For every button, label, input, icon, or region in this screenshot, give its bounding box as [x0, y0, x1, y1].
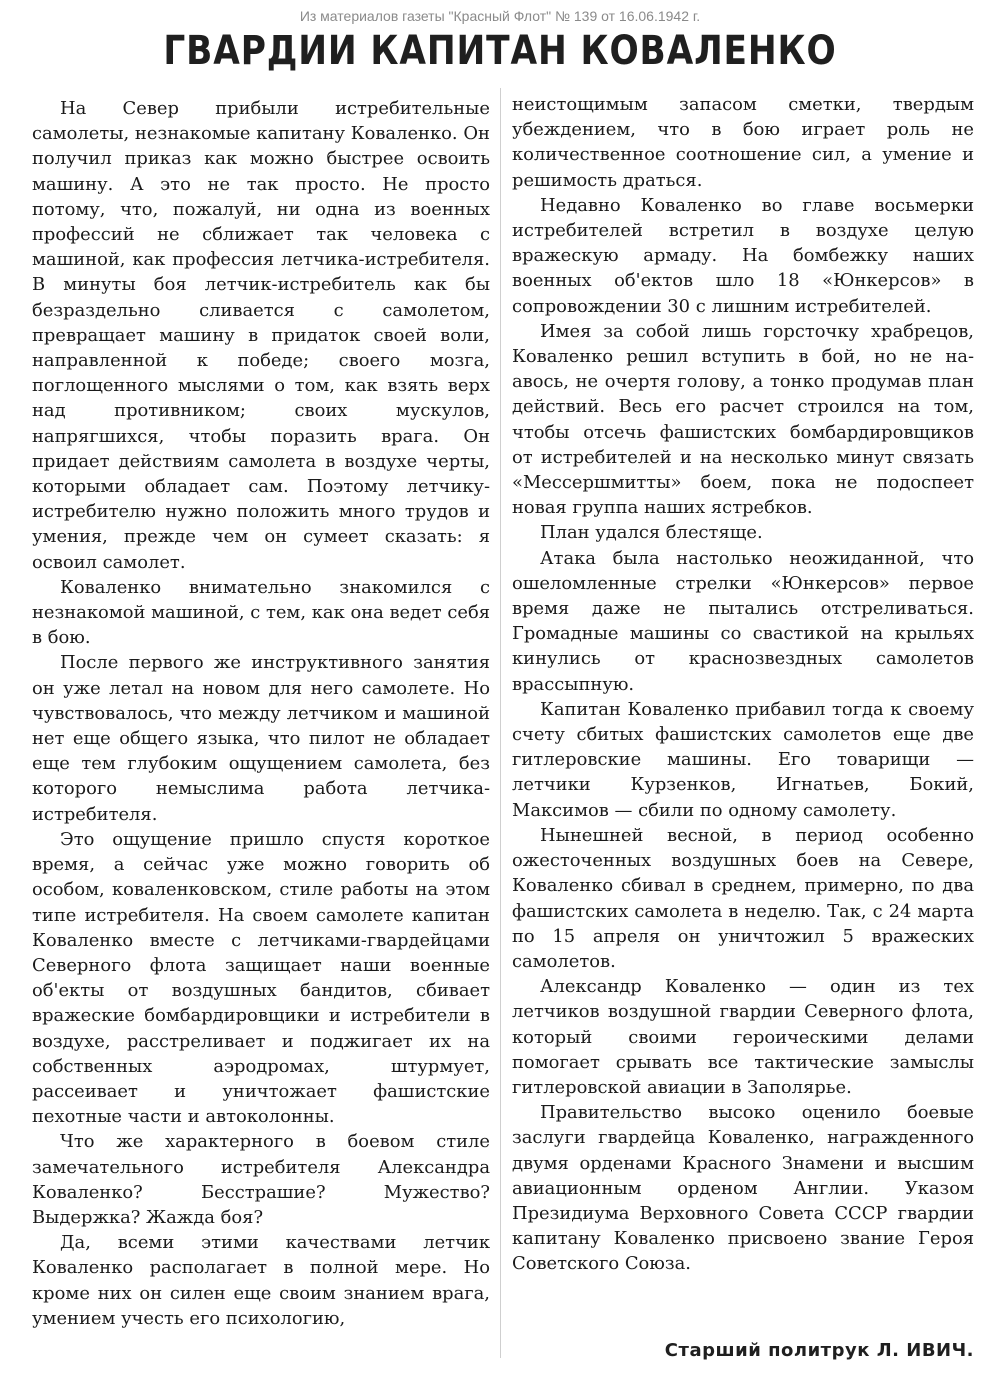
- paragraph: Недавно Коваленко во главе восьмерки истребителей встретил в воздухе целую вражескую армаду. На бомбежку наших военных об'ектов шло 18 «Юнкерсов» в сопровождении 30 с лишним истребителей.: [512, 194, 974, 317]
- paragraph: Правительство высоко оценило боевые заслуги гвардейца Коваленко, награжденного двумя орденами Красного Знамени и высшим авиационным орденом Англии. Указом Президиума Верховного Совета СССР гвардии капитану Коваленко присвоено звание Героя Советского Союза.: [512, 1102, 974, 1275]
- article-headline: ГВАРДИИ КАПИТАН КОВАЛЕНКО: [163, 28, 837, 74]
- paragraph: Нынешней весной, в период особенно ожесточенных воздушных боев на Севере, Коваленко сбивал в среднем, примерно, по два фашистских самолета в неделю. Так, с 24 марта по 15 апреля он уничтожил 5 вражеских самолетов.: [512, 824, 974, 972]
- paragraph: Что же характерного в боевом стиле замечательного истребителя Александра Коваленко? Бесстрашие? Мужество? Выдержка? Жажда боя?: [32, 1131, 490, 1228]
- column-divider: [500, 88, 501, 1358]
- paragraph: Александр Коваленко — один из тех летчиков воздушной гвардии Северного флота, который своими героическими делами помогает срывать все тактические замыслы гитлеровской авиации в Заполярье.: [512, 976, 974, 1098]
- paragraph: Капитан Коваленко прибавил тогда к своему счету сбитых фашистских самолетов еще две гитлеровские машины. Его товарищи — летчики Курзенков, Игнатьев, Бокий, Максимов — сбили по одному самолету.: [512, 698, 974, 821]
- paragraph: Да, всеми этими качествами летчик Коваленко располагает в полной мере. Но кроме них он силен еще своим знанием врага, умением учесть его психологию,: [32, 1232, 490, 1329]
- paragraph: Это ощущение пришло спустя короткое время, а сейчас уже можно говорить об особом, коваленковском, стиле работы на этом типе истребителя. На своем самолете капитан Коваленко вместе с летчиками-гвардейцами Северного флота защищает наши военные об'екты от воздушных бандитов, сбивает вражеские бомбардировщики и истребители в воздухе, расстреливает и поджигает их на собственных аэродромах, штурмует, рассеивает и уничтожает фашистские пехотные части и автоколонны.: [32, 828, 490, 1128]
- paragraph: После первого же инструктивного занятия он уже летал на новом для него самолете. Но чувствовалось, что между летчиком и машиной нет еще общего языка, что пилот не обладает еще тем глубоким ощущением самолета, без которого немыслима работа летчика-истребителя.: [32, 652, 490, 825]
- left-column: [32, 96, 490, 1358]
- paragraph: Имея за собой лишь горсточку храбрецов, Коваленко решил вступить в бой, но не на-авось, не очертя голову, а тонко продумав план действий. Весь его расчет строился на том, чтобы отсечь фашистских бомбардировщиков от истребителей и на несколько минут связать «Мессершмитты» боем, пока не подоспеет новая группа наших ястребков.: [512, 320, 974, 519]
- right-column: [512, 92, 974, 1354]
- author-signature: Старший политрук Л. ИВИЧ.: [664, 1340, 974, 1361]
- source-note: Из материалов газеты "Красный Флот" № 139 от 16.06.1942 г.: [299, 8, 701, 24]
- paragraph: На Север прибыли истребительные самолеты, незнакомые капитану Коваленко. Он получил приказ как можно быстрее освоить машину. А это не так просто. Не просто потому, что, пожалуй, ни одна из военных профессий не сближает так человека с машиной, как профессия летчика-истребителя. В минуты боя летчик-истребитель как бы безраздельно сливается с самолетом, превращает машину в придаток своей воли, направленной к победе; своего мозга, поглощенного мыслями о том, как взять верх над противником; своих мускулов, напрягшихся, чтобы поразить врага. Он придает действиям самолета в воздухе черты, которыми обладает сам. Поэтому летчику-истребителю нужно положить много трудов и умения, прежде чем он сумеет сказать: я освоил самолет.: [32, 98, 490, 573]
- paragraph: Атака была настолько неожиданной, что ошеломленные стрелки «Юнкерсов» первое время даже не пытались отстреливаться. Громадные машины со свастикой на крыльях кинулись от краснозвездных самолетов врассыпную.: [512, 547, 974, 695]
- paragraph: План удался блестяще.: [540, 522, 763, 544]
- paragraph: Коваленко внимательно знакомился с незнакомой машиной, с тем, как она ведет себя в бою.: [32, 576, 490, 649]
- paragraph-continuation: неистощимым запасом сметки, твердым убеждением, что в бою играет роль не количественное соотношение сил, а умение и решимость драться.: [512, 94, 974, 191]
